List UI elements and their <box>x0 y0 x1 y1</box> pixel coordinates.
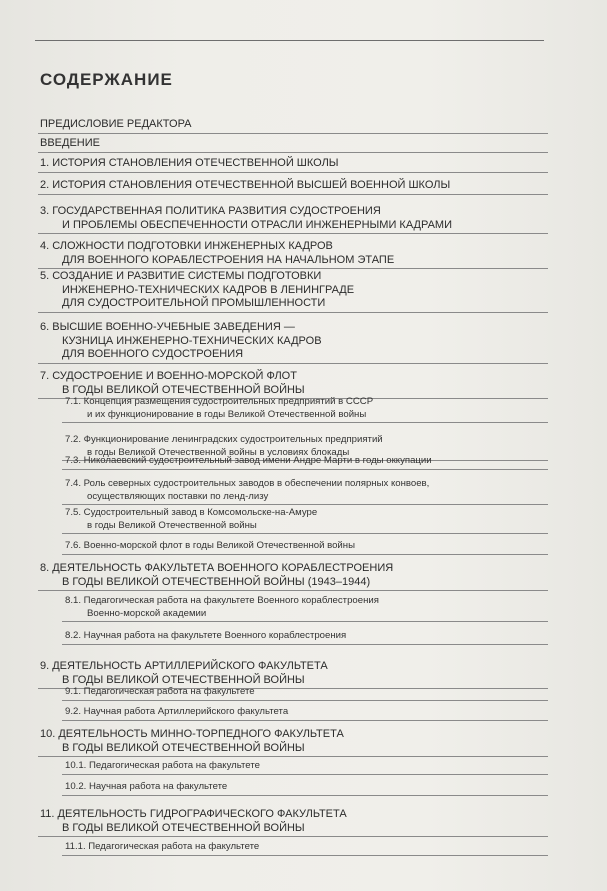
toc-entry-line: 11.1. Педагогическая работа на факультете <box>65 841 260 852</box>
toc-entry-line: 7.1. Концепция размещения судостроительных предприятий в СССР <box>65 396 374 407</box>
toc-entry-line: 5. СОЗДАНИЕ И РАЗВИТИЕ СИСТЕМЫ ПОДГОТОВКИ <box>40 270 322 282</box>
toc-entry-line: Военно-морской академии <box>87 607 207 619</box>
toc-entry-line: осуществляющих поставки по ленд-лизу <box>87 490 269 502</box>
toc-divider <box>62 644 548 645</box>
toc-divider <box>62 855 548 856</box>
toc-entry-line: 6. ВЫСШИЕ ВОЕННО-УЧЕБНЫЕ ЗАВЕДЕНИЯ — <box>40 321 295 333</box>
toc-divider <box>62 621 548 622</box>
toc-entry-line: 7.3. Николаевский судостроительный завод имени Андре Марти в годы оккупации <box>65 455 432 466</box>
toc-entry-line: И ПРОБЛЕМЫ ОБЕСПЕЧЕННОСТИ ОТРАСЛИ ИНЖЕНЕРНЫМИ КАДРАМИ <box>62 218 452 231</box>
toc-divider <box>38 756 548 757</box>
toc-divider <box>62 554 548 555</box>
toc-entry-line: 8.2. Научная работа на факультете Военного кораблестроения <box>65 630 347 641</box>
toc-divider <box>62 774 548 775</box>
toc-divider <box>62 795 548 796</box>
toc-entry-line: 10.1. Педагогическая работа на факультете <box>65 760 260 771</box>
toc-divider <box>38 172 548 173</box>
toc-divider <box>38 233 548 234</box>
toc-divider <box>62 533 548 534</box>
toc-divider <box>38 312 548 313</box>
toc-entry-line: 4. СЛОЖНОСТИ ПОДГОТОВКИ ИНЖЕНЕРНЫХ КАДРОВ <box>40 240 333 252</box>
toc-divider <box>62 469 548 470</box>
toc-entry-line: 9.2. Научная работа Артиллерийского факультета <box>65 706 289 717</box>
toc-entry-line: ИНЖЕНЕРНО-ТЕХНИЧЕСКИХ КАДРОВ В ЛЕНИНГРАДЕ <box>62 283 355 296</box>
toc-entry-line: ВВЕДЕНИЕ <box>40 137 100 149</box>
toc-divider <box>38 152 548 153</box>
toc-entry-line: 8.1. Педагогическая работа на факультете Военного кораблестроения <box>65 595 379 606</box>
toc-divider <box>38 268 548 269</box>
toc-entry-line: 7.5. Судостроительный завод в Комсомольске-на-Амуре <box>65 507 318 518</box>
toc-entry-line: КУЗНИЦА ИНЖЕНЕРНО-ТЕХНИЧЕСКИХ КАДРОВ <box>62 334 322 347</box>
toc-entry-line: 1. ИСТОРИЯ СТАНОВЛЕНИЯ ОТЕЧЕСТВЕННОЙ ШКОЛЫ <box>40 157 339 169</box>
toc-entry-line: В ГОДЫ ВЕЛИКОЙ ОТЕЧЕСТВЕННОЙ ВОЙНЫ <box>62 383 305 396</box>
toc-entry-line: 7.2. Функционирование ленинградских судостроительных предприятий <box>65 434 383 445</box>
toc-entry-line: и их функционирование в годы Великой Отечественной войны <box>87 408 367 420</box>
toc-entry-line: в годы Великой Отечественной войны в условиях блокады <box>87 446 350 458</box>
toc-entry-line: ПРЕДИСЛОВИЕ РЕДАКТОРА <box>40 118 192 130</box>
page-title: СОДЕРЖАНИЕ <box>40 70 173 89</box>
toc-entry-line: 8. ДЕЯТЕЛЬНОСТЬ ФАКУЛЬТЕТА ВОЕННОГО КОРАБЛЕСТРОЕНИЯ <box>40 562 394 574</box>
toc-entry-line: В ГОДЫ ВЕЛИКОЙ ОТЕЧЕСТВЕННОЙ ВОЙНЫ <box>62 741 305 754</box>
toc-entry-line: 10. ДЕЯТЕЛЬНОСТЬ МИННО-ТОРПЕДНОГО ФАКУЛЬТЕТА <box>40 728 344 740</box>
toc-divider <box>38 590 548 591</box>
toc-divider <box>38 133 548 134</box>
toc-divider <box>62 700 548 701</box>
toc-divider <box>38 194 548 195</box>
toc-entry-line: 9.1. Педагогическая работа на факультете <box>65 686 255 697</box>
toc-divider <box>62 422 548 423</box>
toc-entry-line: 7. СУДОСТРОЕНИЕ И ВОЕННО-МОРСКОЙ ФЛОТ <box>40 370 297 382</box>
toc-divider <box>38 836 548 837</box>
toc-entry-line: В ГОДЫ ВЕЛИКОЙ ОТЕЧЕСТВЕННОЙ ВОЙНЫ (1943–1944) <box>62 575 371 588</box>
toc-divider <box>62 720 548 721</box>
toc-entry-line: 9. ДЕЯТЕЛЬНОСТЬ АРТИЛЛЕРИЙСКОГО ФАКУЛЬТЕТА <box>40 660 328 672</box>
toc-entry-line: 7.6. Военно-морской флот в годы Великой Отечественной войны <box>65 540 355 551</box>
toc-entry-line: ДЛЯ ВОЕННОГО СУДОСТРОЕНИЯ <box>62 348 244 360</box>
toc-entry-line: В ГОДЫ ВЕЛИКОЙ ОТЕЧЕСТВЕННОЙ ВОЙНЫ <box>62 821 305 834</box>
toc-entry-line: в годы Великой Отечественной войны <box>87 519 257 531</box>
toc-entry-line: 7.4. Роль северных судостроительных заводов в обеспечении полярных конвоев, <box>65 478 430 489</box>
toc-divider <box>62 504 548 505</box>
toc-entry-line: ДЛЯ СУДОСТРОИТЕЛЬНОЙ ПРОМЫШЛЕННОСТИ <box>62 297 326 309</box>
toc-divider <box>38 363 548 364</box>
toc-entry-line: 2. ИСТОРИЯ СТАНОВЛЕНИЯ ОТЕЧЕСТВЕННОЙ ВЫСШЕЙ ВОЕННОЙ ШКОЛЫ <box>40 179 451 191</box>
toc-entry-line: В ГОДЫ ВЕЛИКОЙ ОТЕЧЕСТВЕННОЙ ВОЙНЫ <box>62 673 305 686</box>
toc-entry-line: 10.2. Научная работа на факультете <box>65 781 228 792</box>
toc-entry-line: 11. ДЕЯТЕЛЬНОСТЬ ГИДРОГРАФИЧЕСКОГО ФАКУЛЬТЕТА <box>40 808 347 820</box>
toc-entry-line: 3. ГОСУДАРСТВЕННАЯ ПОЛИТИКА РАЗВИТИЯ СУДОСТРОЕНИЯ <box>40 205 381 217</box>
toc-entry-line: ДЛЯ ВОЕННОГО КОРАБЛЕСТРОЕНИЯ НА НАЧАЛЬНОМ ЭТАПЕ <box>62 253 395 266</box>
